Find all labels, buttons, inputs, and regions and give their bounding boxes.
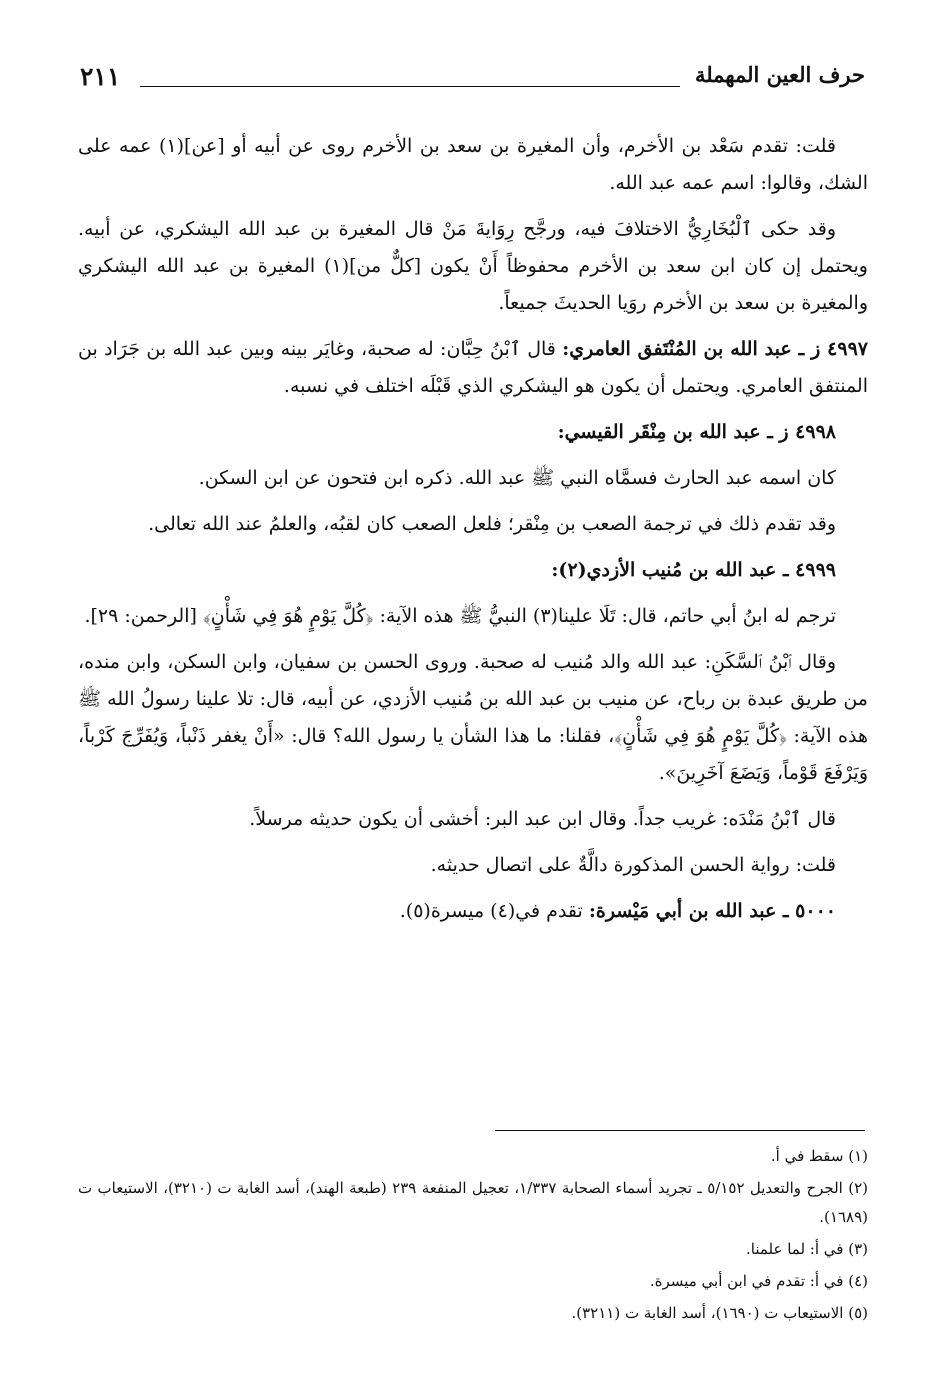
entry-4998-title-line bbox=[78, 414, 868, 451]
paragraph-text: كان اسمه عبد الحارث فسمَّاه النبي ﷺ عبد الله. ذكره ابن فتحون عن ابن السكن. bbox=[198, 467, 836, 489]
footnote-rule bbox=[495, 1130, 865, 1131]
paragraph-5 bbox=[78, 460, 868, 497]
entry-title: ٤٩٩٨ ز ـ عبد الله بن مِنْقَر القيسي: bbox=[557, 421, 836, 443]
paragraph-11 bbox=[78, 847, 868, 884]
entry-text: قال ٱبْنُ حِبَّان: له صحبة، وغايَر بينه وبين عبد الله بن جَرَاد بن المنتفق العامري. ويحتمل أن يكون هو اليشكري الذي قَبْلَه اختلف في نسبه. bbox=[78, 338, 868, 397]
entry-text: تقدم في(٤) ميسرة(٥). bbox=[399, 900, 589, 922]
page-number: ٢١١ bbox=[80, 62, 121, 91]
paragraph-1 bbox=[78, 128, 868, 202]
paragraph-text: ترجم له ابنُ أبي حاتم، قال: تَلَا علينا(٣) النبيُّ ﷺ هذه الآية: ﴿كُلَّ يَوْمٍ هُوَ فِي شَأْنٍ﴾ [الرحمن: ٢٩]. bbox=[84, 605, 836, 627]
footnote-2: (٢) الجرح والتعديل ٥/١٥٢ ـ تجريد أسماء الصحابة ١/٣٣٧، تعجيل المنفعة ٢٣٩ (طبعة الهند)، أسد الغابة ت (٣٢١٠)، الاستيعاب ت (١٦٨٩). bbox=[78, 1179, 868, 1226]
entry-title: ٤٩٩٧ ز ـ عبد الله بن المُنْتَفق العامري: bbox=[562, 338, 868, 360]
paragraph-9 bbox=[78, 644, 868, 792]
paragraph-10 bbox=[78, 801, 868, 838]
paragraph-text: قال ٱبْنُ مَنْدَه: غريب جداً. وقال ابن عبد البر: أخشى أن يكون حديثه مرسلاً. bbox=[249, 808, 836, 830]
paragraph-text: وقد حكى ٱلْبُخَارِيُّ الاختلافَ فيه، ورجَّح رِوَايةَ مَنْ قال المغيرة بن عبد الله اليشكري، عن أبيه. ويحتمل إن كان ابن سعد بن الأخرم محفوظاً أَنْ يكون [كلٌّ من](١) المغيرة بن عبد الله اليشكري والمغيرة بن سعد بن الأخرم روَيا الحديثَ جميعاً. bbox=[78, 218, 868, 314]
running-title: حرف العين المهملة bbox=[694, 62, 865, 87]
paragraph-text: قلت: تقدم سَعْد بن الأخرم، وأن المغيرة بن سعد بن الأخرم روى عن أبيه أو [عن](١) عمه على الشك، وقالوا: اسم عمه عبد الله. bbox=[78, 135, 868, 194]
footnotes bbox=[78, 1142, 868, 1331]
footnote-3: (٣) في أ: لما علمنا. bbox=[745, 1240, 868, 1258]
entry-5000 bbox=[78, 893, 868, 930]
entry-title: ٥٠٠٠ ـ عبد الله بن أبي مَيْسرة: bbox=[588, 900, 836, 922]
paragraph-text: قلت: رواية الحسن المذكورة دالَّةٌ على اتصال حديثه. bbox=[430, 854, 836, 876]
footnote-1: (١) سقط في أ. bbox=[770, 1147, 868, 1165]
paragraph-text: وقال ٱبْنُ ٱلسَّكَنِ: عبد الله والد مُنيب له صحبة. وروى الحسن بن سفيان، وابن السكن، وابن منده، من طريق عبدة بن رباح، عن منيب بن عبد الله بن مُنيب الأزدي، عن أبيه، قال: تلا علينا رسولُ الله ﷺ هذه الآية: ﴿كُلَّ يَوْمٍ هُوَ فِي شَأْنٍ﴾، فقلنا: ما هذا الشأن يا رسول الله؟ قال: «أَنْ يغفر ذَنْباً، وَيُفَرِّجَ كَرْباً، وَيَرْفَعَ قَوْماً، وَيَضَعَ آخَرِينَ». bbox=[78, 651, 868, 784]
paragraph-8 bbox=[78, 598, 868, 635]
paragraph-text: وقد تقدم ذلك في ترجمة الصعب بن مِنْقر؛ فلعل الصعب كان لقبُه، والعلمُ عند الله تعالى. bbox=[148, 513, 836, 535]
paragraph-6 bbox=[78, 506, 868, 543]
header-rule bbox=[140, 86, 680, 87]
page-header bbox=[80, 62, 865, 102]
main-text bbox=[78, 128, 868, 939]
entry-4999-title-line bbox=[78, 552, 868, 589]
entry-title: ٤٩٩٩ ـ عبد الله بن مُنيب الأزدي(٢): bbox=[551, 559, 836, 581]
paragraph-2 bbox=[78, 211, 868, 322]
footnote-5: (٥) الاستيعاب ت (١٦٩٠)، أسد الغابة ت (٣٢١١). bbox=[571, 1304, 868, 1322]
entry-4997 bbox=[78, 331, 868, 405]
footnote-4: (٤) في أ: تقدم في ابن أبي ميسرة. bbox=[649, 1272, 868, 1290]
